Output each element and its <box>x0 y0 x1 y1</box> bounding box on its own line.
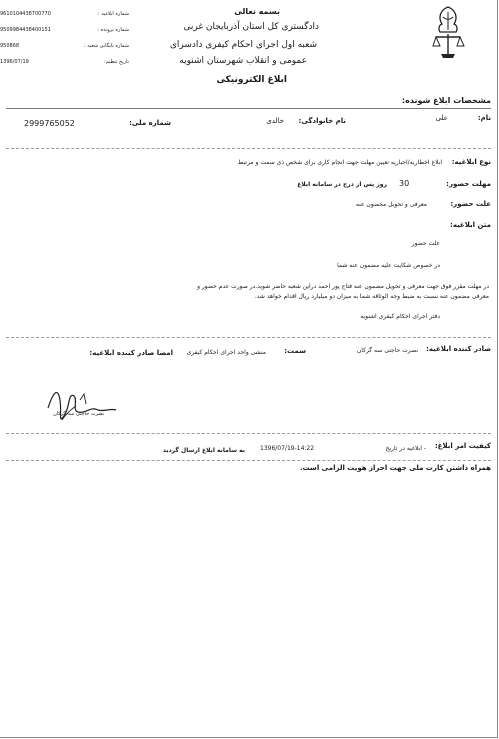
recipient-divider <box>6 108 491 109</box>
branch-line-1: شعبه اول اجرای احکام کیفری دادسرای <box>169 40 317 50</box>
issuer-name: نصرت حاجتی سه گرکان <box>356 347 418 354</box>
issuer-role-label: سمت: <box>284 347 306 355</box>
notice-number-label: شماره ابلاغیه : <box>97 11 129 17</box>
reason-label: علت حضور: <box>450 200 491 208</box>
archive-number: 950868 <box>0 43 20 49</box>
recipient-family: خالدی <box>266 117 284 125</box>
notice-number: 9610104438700770 <box>0 11 51 17</box>
notice-body-signoff: دفتر اجرای احکام کیفری اشنویه <box>360 313 440 320</box>
recipient-section-title: مشخصات ابلاغ شونده: <box>401 96 491 105</box>
signature-scribble-icon <box>40 380 130 430</box>
issuer-label: صادر کننده ابلاغیه: <box>426 345 491 353</box>
delivery-suffix: به سامانه ابلاغ ارسال گردید <box>162 447 245 454</box>
deadline-days: 30 <box>399 179 410 188</box>
notice-body-line-1: در خصوص شکایت علیه مضمون عنه شما <box>337 262 440 269</box>
issue-date-label: تاریخ تنظیم: <box>103 59 129 65</box>
bismillah: بسمه تعالی <box>234 7 280 16</box>
case-number: 9509984438400151 <box>0 27 51 33</box>
issuer-role: منشی واحد اجرای احکام کیفری <box>186 349 266 356</box>
delivery-datetime: 1396/07/19-14:22 <box>260 445 315 452</box>
notice-body-line-3: معرفی مضمون عنه نسبت به ضبط وجه الوثاقه شما به میزان دو میلیارد ریال اقدام خواهد شد. <box>254 293 489 300</box>
notice-text-label: متن ابلاغیه: <box>450 221 491 229</box>
document-title: ابلاغ الکترونیکی <box>216 75 287 85</box>
national-id: 2999765052 <box>24 119 75 128</box>
reason-value: معرفی و تحویل محضون عنه <box>355 201 427 208</box>
judiciary-emblem-icon <box>430 4 466 62</box>
notice-body-line-2: در مهلت مقرر فوق جهت معرفی و تحویل مضمون عنه فتاح پور احمد دراین شعبه حاضر شوید.در صورت عدم حضور و <box>197 283 489 290</box>
notice-type-label: نوع ابلاغیه: <box>451 158 491 166</box>
signature-stamp-text: نصرت حاجتی سه گرکان <box>53 411 104 417</box>
national-id-label: شماره ملی: <box>129 119 171 127</box>
issuer-top-rule <box>6 337 491 338</box>
archive-number-label: شماره بایگانی شعبه : <box>83 43 129 49</box>
delivery-prefix: - ابلاغیه در تاریخ <box>385 445 426 452</box>
recipient-name-label: نام: <box>477 114 491 122</box>
footer-top-rule <box>6 460 491 461</box>
recipient-name: علی <box>435 114 448 122</box>
issue-date: 1396/07/19 <box>0 59 29 65</box>
notice-body-heading: علت حضور <box>411 240 440 247</box>
notice-type: ابلاغ اخطاریه/اجباریه تعیین مهلت جهت انجام کاری برای شخص ذی سمت و مرتبط <box>237 159 442 166</box>
footer-note: همراه داشتن کارت ملی جهت احراز هویت الزامی است. <box>299 464 491 472</box>
recipient-bottom-rule <box>6 148 491 149</box>
deadline-label: مهلت حضور: <box>446 180 491 188</box>
recipient-family-label: نام خانوادگی: <box>298 117 346 125</box>
branch-line-2: عمومی و انقلاب شهرستان اشنویه <box>179 56 307 66</box>
issuer-signature-label: امضا صادر کننده ابلاغیه: <box>89 349 173 357</box>
case-number-label: شماره پرونده : <box>97 27 129 33</box>
delivery-label: کیفیت امر ابلاغ: <box>434 442 491 450</box>
deadline-text: روز پس از درج در سامانه ابلاغ <box>297 181 387 188</box>
delivery-top-rule <box>6 433 491 434</box>
court-name: دادگستری کل استان آذربایجان غربی <box>183 22 319 32</box>
